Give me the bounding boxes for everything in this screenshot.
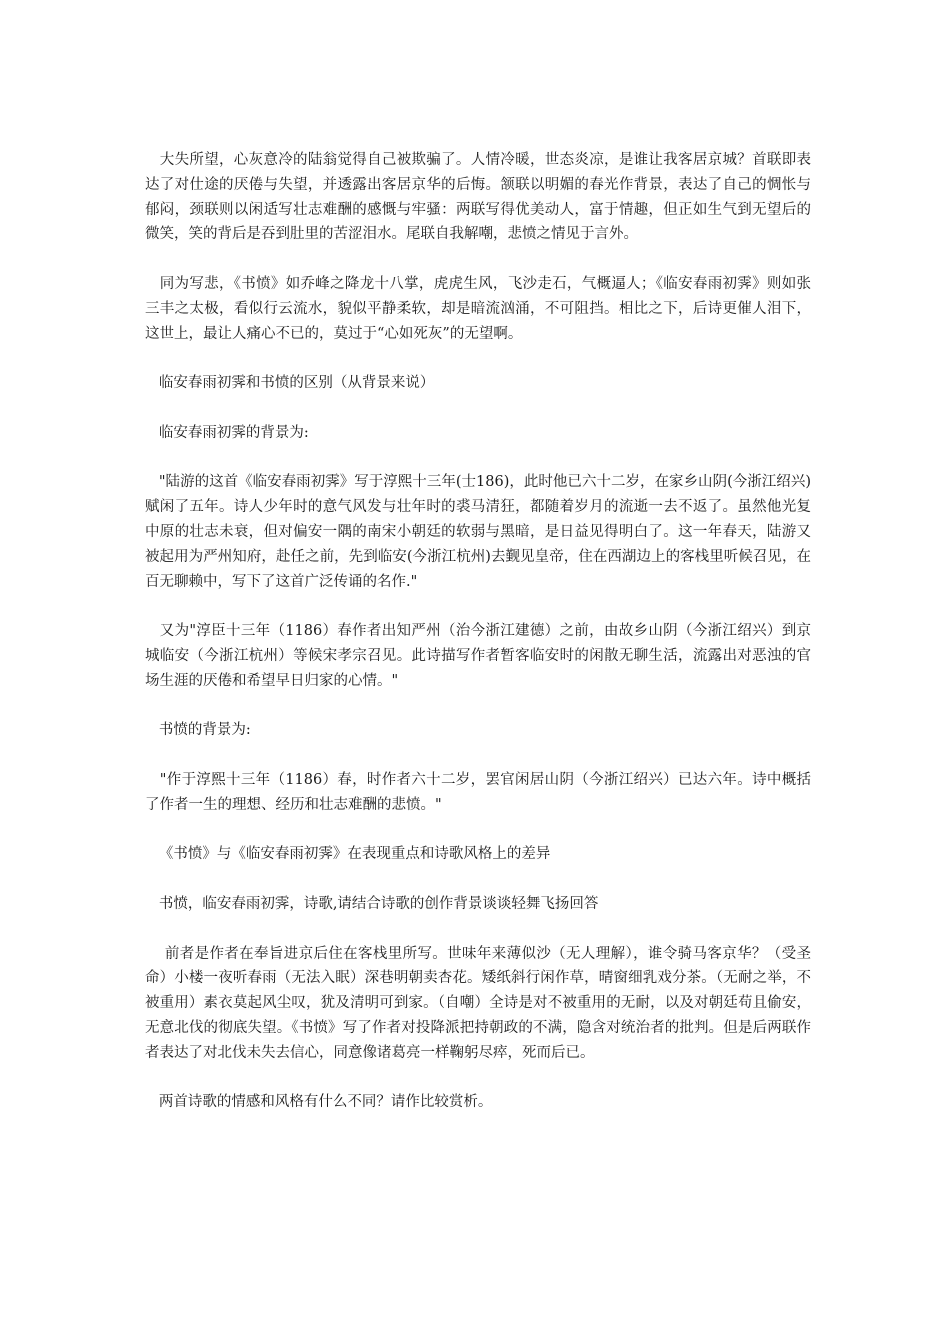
paragraph-2: 同为写悲，《书愤》如乔峰之降龙十八掌，虎虎生风，飞沙走石，气概逼人；《临安春雨初霁》则如张三丰之太极，看似行云流水，貌似平静柔软，却是暗流汹涌，不可阻挡。相比之下，后诗更催人泪下，这世上，最让人痛心不已的，莫过于“心如死灰”的无望啊。 xyxy=(145,275,811,342)
subheading-background-linan: 临安春雨初霁的背景为: xyxy=(145,424,309,441)
answer-paragraph: 前者是作者在奉旨进京后住在客栈里所写。世味年来薄似沙（无人理解），谁令骑马客京华？（受圣命）小楼一夜听春雨（无法入眠）深巷明朝卖杏花。矮纸斜行闲作草，晴窗细乳戏分茶。（无耐之举，不被重用）素衣莫起风尘叹，犹及清明可到家。（自嘲）全诗是对不被重用的无耐，以及对朝廷苟且偷安，无意北伐的彻底失望。《书愤》写了作者对投降派把持朝政的不满，隐含对统治者的批判。但是后两联作者表达了对北伐未失去信心，同意像诸葛亮一样鞠躬尽瘁，死而后已。 xyxy=(145,945,812,1061)
paragraph-1: 大失所望，心灰意冷的陆翁觉得自己被欺骗了。人情冷暖，世态炎凉，是谁让我客居京城？首联即表达了对仕途的厌倦与失望，并透露出客居京华的后悔。颔联以明媚的春光作背景，表达了自己的惆怅与郁闷，颈联则以闲适写壮志难酬的感慨与牢骚：两联写得优美动人，富于情趣，但正如生气到无望后的微笑，笑的背后是吞到肚里的苦涩泪水。尾联自我解嘲，悲愤之情见于言外。 xyxy=(145,152,812,243)
closing-question: 两首诗歌的情感和风格有什么不同？请作比较赏析。 xyxy=(145,1094,493,1111)
quote-shufen-background: "作于淳熙十三年（1186）春，时作者六十二岁，罢官闲居山阴（今浙江绍兴）已达六年。诗中概括了作者一生的理想、经历和壮志难酬的悲愤。" xyxy=(145,771,812,813)
quote-linan-background-1: "陆游的这首《临安春雨初霁》写于淳熙十三年(士186)，此时他已六十二岁，在家乡山阴(今浙江绍兴)赋闲了五年。诗人少年时的意气风发与壮年时的裘马清狂，都随着岁月的流逝一去不返了。虽然他光复中原的壮志未衰，但对偏安一隅的南宋小朝廷的软弱与黑暗，是日益见得明白了。这一年春天，陆游又被起用为严州知府，赴任之前，先到临安(今浙江杭州)去觐见皇帝，住在西湖边上的客栈里听候召见，在百无聊赖中，写下了这首广泛传诵的名作." xyxy=(145,474,811,590)
quote-linan-background-2: 又为"淳臣十三年（1186）春作者出知严州（治今浙江建德）之前，由故乡山阴（今浙江绍兴）到京城临安（今浙江杭州）等候宋孝宗召见。此诗描写作者暂客临安时的闲散无聊生活，流露出对恶浊的官场生涯的厌倦和希望早日归家的心情。" xyxy=(145,623,812,689)
question-line: 书愤，临安春雨初霁，诗歌,请结合诗歌的创作背景谈谈轻舞飞扬回答 xyxy=(145,895,599,912)
subheading-background-shufen: 书愤的背景为: xyxy=(145,722,251,739)
section-heading-difference: 临安春雨初霁和书愤的区别（从背景来说） xyxy=(145,375,435,392)
document-body xyxy=(145,148,811,1140)
section-heading-style-difference: 《书愤》与《临安春雨初霁》在表现重点和诗歌风格上的差异 xyxy=(145,846,551,863)
